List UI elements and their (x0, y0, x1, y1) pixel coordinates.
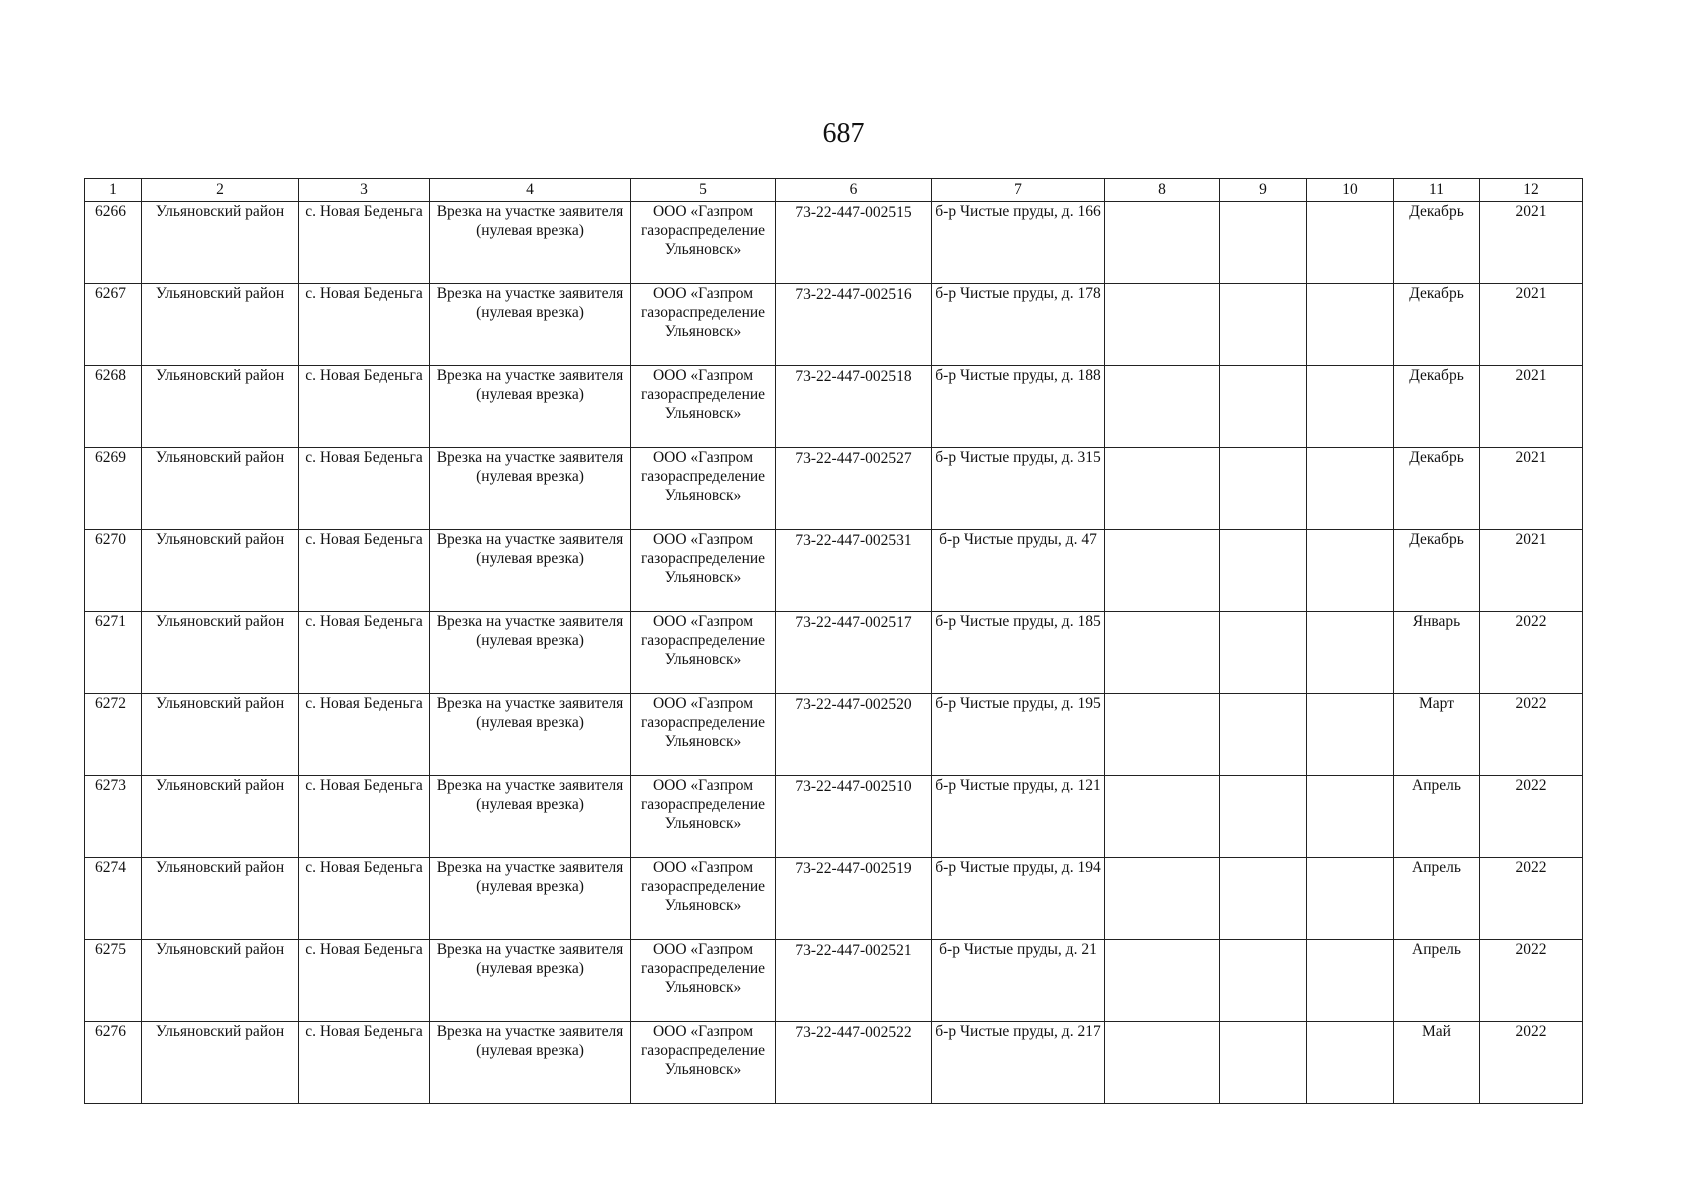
work-type-cell: Врезка на участке заявителя (нулевая врезка) (430, 284, 631, 366)
address-cell: б-р Чистые пруды, д. 188 (932, 366, 1105, 448)
object-code-cell: 73-22-447-002518 (776, 366, 932, 448)
column-9-cell (1220, 448, 1307, 530)
address-cell: б-р Чистые пруды, д. 21 (932, 940, 1105, 1022)
column-header-11: 11 (1394, 179, 1480, 202)
column-10-cell (1307, 366, 1394, 448)
row-number-cell: 6274 (85, 858, 142, 940)
work-type-cell: Врезка на участке заявителя (нулевая врезка) (430, 694, 631, 776)
column-9-cell (1220, 776, 1307, 858)
year-cell: 2022 (1480, 858, 1583, 940)
column-8-cell (1105, 694, 1220, 776)
column-9-cell (1220, 694, 1307, 776)
work-type-cell: Врезка на участке заявителя (нулевая врезка) (430, 776, 631, 858)
district-cell: Ульяновский район (142, 858, 299, 940)
object-code-cell: 73-22-447-002519 (776, 858, 932, 940)
column-header-9: 9 (1220, 179, 1307, 202)
column-9-cell (1220, 530, 1307, 612)
row-number-cell: 6267 (85, 284, 142, 366)
month-cell: Декабрь (1394, 284, 1480, 366)
column-header-12: 12 (1480, 179, 1583, 202)
year-cell: 2022 (1480, 1022, 1583, 1104)
district-cell: Ульяновский район (142, 612, 299, 694)
address-cell: б-р Чистые пруды, д. 166 (932, 202, 1105, 284)
object-code-cell: 73-22-447-002521 (776, 940, 932, 1022)
object-code-cell: 73-22-447-002517 (776, 612, 932, 694)
month-cell: Апрель (1394, 776, 1480, 858)
year-cell: 2021 (1480, 284, 1583, 366)
month-cell: Март (1394, 694, 1480, 776)
object-code-cell: 73-22-447-002520 (776, 694, 932, 776)
year-cell: 2021 (1480, 530, 1583, 612)
locality-cell: с. Новая Беденьга (299, 612, 430, 694)
work-type-cell: Врезка на участке заявителя (нулевая врезка) (430, 612, 631, 694)
object-code-cell: 73-22-447-002515 (776, 202, 932, 284)
locality-cell: с. Новая Беденьга (299, 1022, 430, 1104)
column-10-cell (1307, 530, 1394, 612)
month-cell: Декабрь (1394, 202, 1480, 284)
page-number: 687 (822, 118, 865, 149)
column-10-cell (1307, 202, 1394, 284)
organization-cell: ООО «Газпром газораспределение Ульяновск» (631, 366, 776, 448)
column-10-cell (1307, 858, 1394, 940)
object-code-cell: 73-22-447-002522 (776, 1022, 932, 1104)
column-10-cell (1307, 694, 1394, 776)
organization-cell: ООО «Газпром газораспределение Ульяновск» (631, 284, 776, 366)
row-number-cell: 6270 (85, 530, 142, 612)
table-row (85, 940, 1583, 1022)
object-code-cell: 73-22-447-002531 (776, 530, 932, 612)
column-10-cell (1307, 1022, 1394, 1104)
work-type-cell: Врезка на участке заявителя (нулевая врезка) (430, 366, 631, 448)
column-9-cell (1220, 284, 1307, 366)
district-cell: Ульяновский район (142, 448, 299, 530)
row-number-cell: 6276 (85, 1022, 142, 1104)
year-cell: 2021 (1480, 448, 1583, 530)
column-header-8: 8 (1105, 179, 1220, 202)
year-cell: 2022 (1480, 694, 1583, 776)
table-header (85, 179, 1583, 202)
district-cell: Ульяновский район (142, 202, 299, 284)
work-type-cell: Врезка на участке заявителя (нулевая врезка) (430, 448, 631, 530)
month-cell: Декабрь (1394, 366, 1480, 448)
column-10-cell (1307, 448, 1394, 530)
organization-cell: ООО «Газпром газораспределение Ульяновск» (631, 694, 776, 776)
work-type-cell: Врезка на участке заявителя (нулевая врезка) (430, 858, 631, 940)
organization-cell: ООО «Газпром газораспределение Ульяновск» (631, 612, 776, 694)
column-9-cell (1220, 1022, 1307, 1104)
month-cell: Апрель (1394, 858, 1480, 940)
year-cell: 2022 (1480, 776, 1583, 858)
table-body (85, 202, 1583, 1104)
object-code-cell: 73-22-447-002516 (776, 284, 932, 366)
month-cell: Апрель (1394, 940, 1480, 1022)
column-10-cell (1307, 940, 1394, 1022)
row-number-cell: 6266 (85, 202, 142, 284)
address-cell: б-р Чистые пруды, д. 195 (932, 694, 1105, 776)
table-row (85, 448, 1583, 530)
column-9-cell (1220, 366, 1307, 448)
district-cell: Ульяновский район (142, 940, 299, 1022)
district-cell: Ульяновский район (142, 366, 299, 448)
column-header-2: 2 (142, 179, 299, 202)
row-number-cell: 6269 (85, 448, 142, 530)
column-8-cell (1105, 776, 1220, 858)
column-8-cell (1105, 858, 1220, 940)
column-9-cell (1220, 612, 1307, 694)
locality-cell: с. Новая Беденьга (299, 202, 430, 284)
locality-cell: с. Новая Беденьга (299, 530, 430, 612)
column-8-cell (1105, 202, 1220, 284)
address-cell: б-р Чистые пруды, д. 315 (932, 448, 1105, 530)
work-type-cell: Врезка на участке заявителя (нулевая врезка) (430, 530, 631, 612)
address-cell: б-р Чистые пруды, д. 194 (932, 858, 1105, 940)
organization-cell: ООО «Газпром газораспределение Ульяновск» (631, 530, 776, 612)
organization-cell: ООО «Газпром газораспределение Ульяновск» (631, 1022, 776, 1104)
locality-cell: с. Новая Беденьга (299, 366, 430, 448)
object-code-cell: 73-22-447-002510 (776, 776, 932, 858)
locality-cell: с. Новая Беденьга (299, 940, 430, 1022)
year-cell: 2022 (1480, 940, 1583, 1022)
column-10-cell (1307, 612, 1394, 694)
organization-cell: ООО «Газпром газораспределение Ульяновск» (631, 448, 776, 530)
row-number-cell: 6271 (85, 612, 142, 694)
object-code-cell: 73-22-447-002527 (776, 448, 932, 530)
column-8-cell (1105, 612, 1220, 694)
column-8-cell (1105, 448, 1220, 530)
district-cell: Ульяновский район (142, 694, 299, 776)
table-row (85, 284, 1583, 366)
locality-cell: с. Новая Беденьга (299, 448, 430, 530)
table-row (85, 694, 1583, 776)
address-cell: б-р Чистые пруды, д. 185 (932, 612, 1105, 694)
work-type-cell: Врезка на участке заявителя (нулевая врезка) (430, 202, 631, 284)
column-8-cell (1105, 530, 1220, 612)
organization-cell: ООО «Газпром газораспределение Ульяновск» (631, 858, 776, 940)
table-row (85, 202, 1583, 284)
row-number-cell: 6268 (85, 366, 142, 448)
district-cell: Ульяновский район (142, 1022, 299, 1104)
month-cell: Декабрь (1394, 448, 1480, 530)
work-type-cell: Врезка на участке заявителя (нулевая врезка) (430, 940, 631, 1022)
column-8-cell (1105, 940, 1220, 1022)
address-cell: б-р Чистые пруды, д. 121 (932, 776, 1105, 858)
organization-cell: ООО «Газпром газораспределение Ульяновск» (631, 202, 776, 284)
column-header-5: 5 (631, 179, 776, 202)
column-8-cell (1105, 1022, 1220, 1104)
locality-cell: с. Новая Беденьга (299, 694, 430, 776)
column-8-cell (1105, 284, 1220, 366)
column-8-cell (1105, 366, 1220, 448)
locality-cell: с. Новая Беденьга (299, 776, 430, 858)
year-cell: 2022 (1480, 612, 1583, 694)
column-header-4: 4 (430, 179, 631, 202)
table-row (85, 366, 1583, 448)
address-cell: б-р Чистые пруды, д. 47 (932, 530, 1105, 612)
district-cell: Ульяновский район (142, 284, 299, 366)
column-header-1: 1 (85, 179, 142, 202)
locality-cell: с. Новая Беденьга (299, 858, 430, 940)
column-header-10: 10 (1307, 179, 1394, 202)
column-9-cell (1220, 940, 1307, 1022)
table-row (85, 530, 1583, 612)
district-cell: Ульяновский район (142, 776, 299, 858)
column-header-3: 3 (299, 179, 430, 202)
column-header-6: 6 (776, 179, 932, 202)
locality-cell: с. Новая Беденьга (299, 284, 430, 366)
table-row (85, 858, 1583, 940)
table-row (85, 612, 1583, 694)
year-cell: 2021 (1480, 366, 1583, 448)
address-cell: б-р Чистые пруды, д. 217 (932, 1022, 1105, 1104)
row-number-cell: 6272 (85, 694, 142, 776)
year-cell: 2021 (1480, 202, 1583, 284)
column-header-7: 7 (932, 179, 1105, 202)
table-row (85, 776, 1583, 858)
column-9-cell (1220, 858, 1307, 940)
register-table (84, 178, 1583, 1104)
month-cell: Май (1394, 1022, 1480, 1104)
organization-cell: ООО «Газпром газораспределение Ульяновск» (631, 776, 776, 858)
row-number-cell: 6273 (85, 776, 142, 858)
district-cell: Ульяновский район (142, 530, 299, 612)
address-cell: б-р Чистые пруды, д. 178 (932, 284, 1105, 366)
column-10-cell (1307, 776, 1394, 858)
row-number-cell: 6275 (85, 940, 142, 1022)
header-row (85, 179, 1583, 202)
column-9-cell (1220, 202, 1307, 284)
organization-cell: ООО «Газпром газораспределение Ульяновск» (631, 940, 776, 1022)
month-cell: Январь (1394, 612, 1480, 694)
work-type-cell: Врезка на участке заявителя (нулевая врезка) (430, 1022, 631, 1104)
column-10-cell (1307, 284, 1394, 366)
table-row (85, 1022, 1583, 1104)
month-cell: Декабрь (1394, 530, 1480, 612)
